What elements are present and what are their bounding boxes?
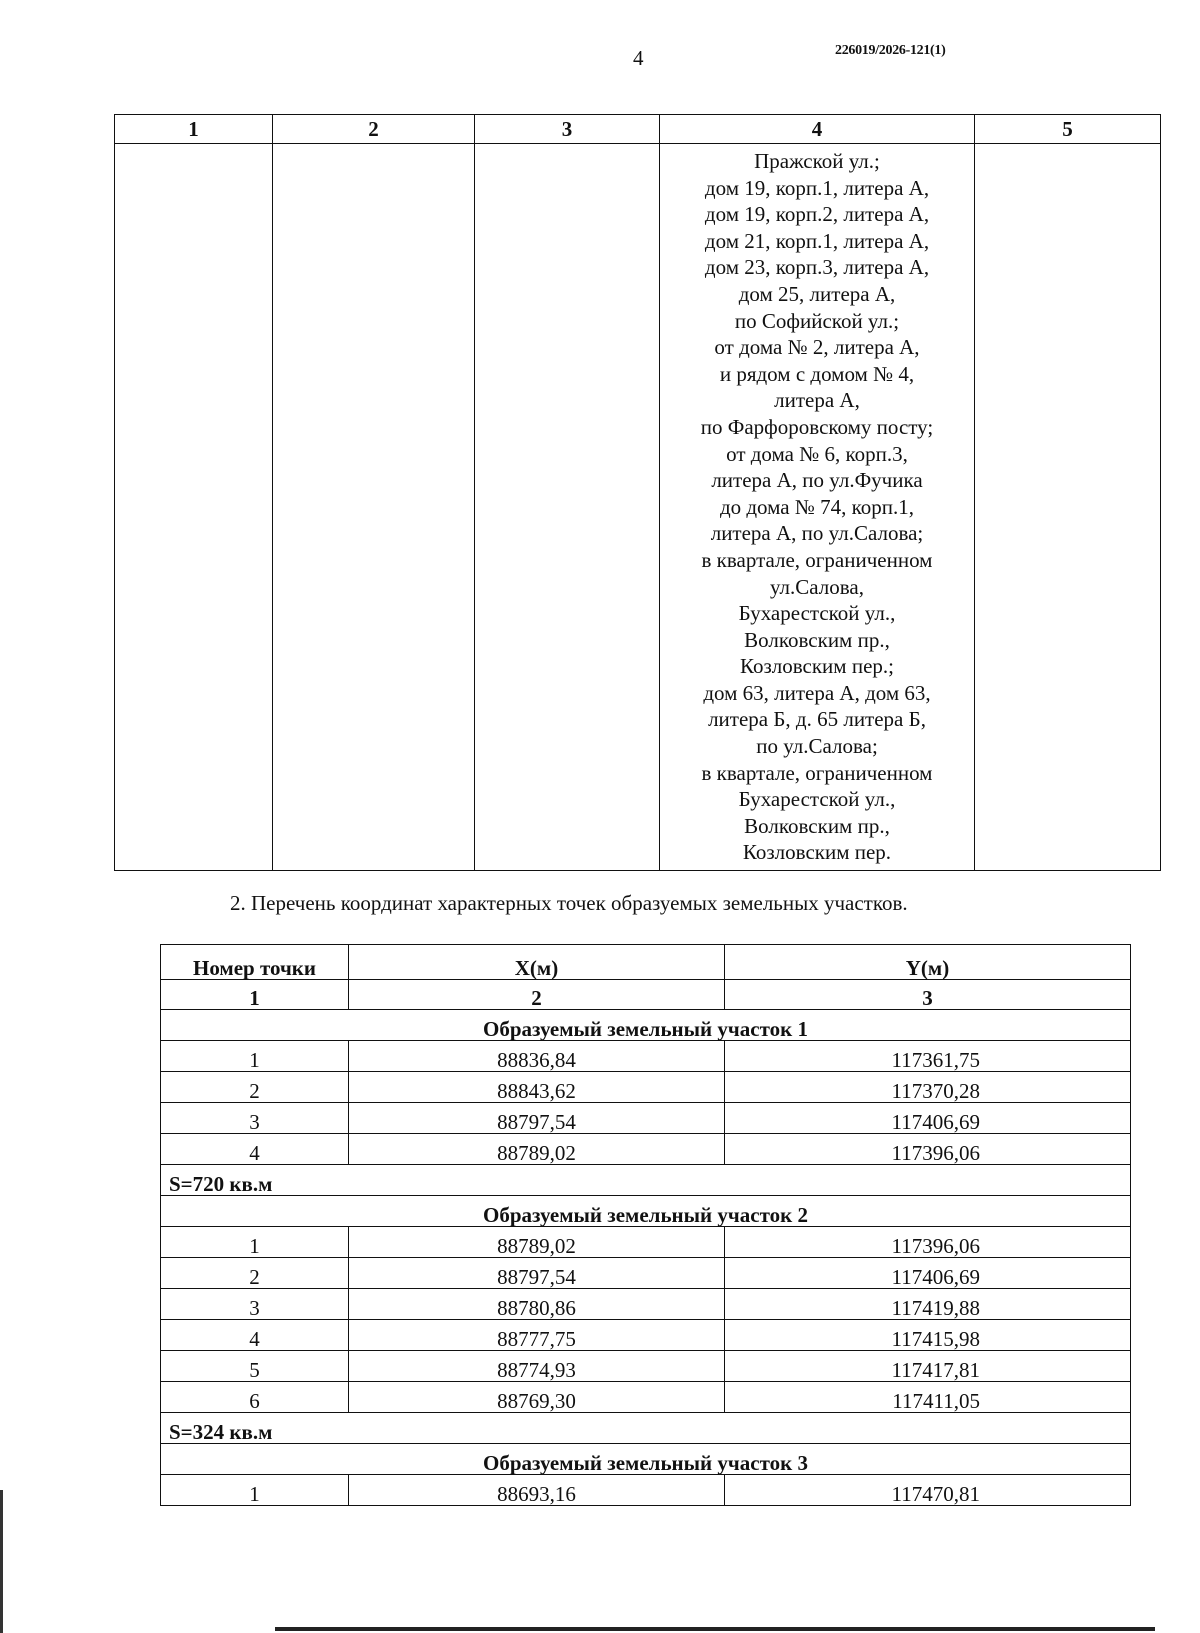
x-coordinate-cell: 88797,54 <box>349 1103 725 1134</box>
x-coordinate-cell: 88789,02 <box>349 1134 725 1165</box>
table-row <box>161 1041 1131 1072</box>
table-row <box>161 1103 1131 1134</box>
address-line: Пражской ул.; <box>754 149 880 173</box>
address-line: Бухарестской ул., <box>738 787 896 812</box>
x-coordinate-cell: 88777,75 <box>349 1320 725 1351</box>
point-number-cell: 1 <box>161 1475 349 1506</box>
area-row <box>161 1165 1131 1196</box>
plot-title-row <box>161 1444 1131 1475</box>
address-line: в квартале, ограниченном <box>701 760 933 785</box>
address-line: ул.Салова, <box>769 574 864 599</box>
x-coordinate-cell: 88843,62 <box>349 1072 725 1103</box>
x-coordinate-cell: 88769,30 <box>349 1382 725 1413</box>
header-point-number: Номер точки <box>161 945 349 980</box>
address-line: литера А, <box>774 388 860 413</box>
x-coordinate-cell: 88789,02 <box>349 1227 725 1258</box>
column-number-3: 3 <box>475 115 660 144</box>
x-coordinate-cell: 88693,16 <box>349 1475 725 1506</box>
address-line: в квартале, ограниченном <box>701 547 933 572</box>
address-line: дом 19, корп.1, литера А, <box>704 175 930 200</box>
address-line: по Фарфоровскому посту; <box>700 414 934 439</box>
point-number-cell: 4 <box>161 1320 349 1351</box>
point-number-cell: 2 <box>161 1258 349 1289</box>
empty-cell-col-1 <box>115 144 273 871</box>
y-coordinate-cell: 117396,06 <box>725 1134 1131 1165</box>
point-number-cell: 3 <box>161 1103 349 1134</box>
section-title: 2. Перечень координат характерных точек образуемых земельных участков. <box>230 891 908 915</box>
point-number-cell: 1 <box>161 1041 349 1072</box>
header-x: X(м) <box>349 945 725 980</box>
point-number-cell: 1 <box>161 1227 349 1258</box>
address-table-header-row <box>115 115 1161 144</box>
y-coordinate-cell: 117370,28 <box>725 1072 1131 1103</box>
plot-title: Образуемый земельный участок 1 <box>161 1010 1131 1041</box>
y-coordinate-cell: 117419,88 <box>725 1289 1131 1320</box>
table-row <box>161 1134 1131 1165</box>
address-line: дом 63, литера А, дом 63, <box>703 680 931 705</box>
empty-cell-col-5 <box>975 144 1161 871</box>
plot-title-row <box>161 1196 1131 1227</box>
point-number-cell: 4 <box>161 1134 349 1165</box>
column-number-3: 3 <box>725 980 1131 1010</box>
coordinates-header-row <box>161 945 1131 980</box>
empty-cell-col-3 <box>475 144 660 871</box>
x-coordinate-cell: 88797,54 <box>349 1258 725 1289</box>
address-line: Козловским пер. <box>742 840 892 865</box>
address-table <box>114 114 1161 871</box>
table-row <box>161 1072 1131 1103</box>
y-coordinate-cell: 117417,81 <box>725 1351 1131 1382</box>
table-row <box>161 1227 1131 1258</box>
coordinates-table <box>160 944 1131 1506</box>
address-line: дом 19, корп.2, литера А, <box>704 202 930 227</box>
column-number-2: 2 <box>349 980 725 1010</box>
address-line: от дома № 2, литера А, <box>714 335 920 360</box>
table-row <box>161 1351 1131 1382</box>
column-number-1: 1 <box>115 115 273 144</box>
page-number: 4 <box>633 46 644 70</box>
address-table-row <box>115 144 1161 871</box>
address-line: дом 23, корп.3, литера А, <box>704 255 930 280</box>
point-number-cell: 2 <box>161 1072 349 1103</box>
table-row <box>161 1289 1131 1320</box>
empty-cell-col-2 <box>273 144 475 871</box>
x-coordinate-cell: 88780,86 <box>349 1289 725 1320</box>
plot-title: Образуемый земельный участок 3 <box>161 1444 1131 1475</box>
column-number-5: 5 <box>975 115 1161 144</box>
y-coordinate-cell: 117406,69 <box>725 1258 1131 1289</box>
area-row <box>161 1413 1131 1444</box>
address-line: Козловским пер.; <box>740 654 894 679</box>
document-id: 226019/2026-121(1) <box>835 43 946 58</box>
plot-title-row <box>161 1010 1131 1041</box>
point-number-cell: 6 <box>161 1382 349 1413</box>
address-line: и рядом с домом № 4, <box>719 361 915 386</box>
scan-edge-mark <box>0 1490 3 1633</box>
table-row <box>161 1258 1131 1289</box>
address-line: литера А, по ул.Фучика <box>711 468 923 493</box>
plot-area: S=324 кв.м <box>161 1413 1131 1444</box>
plot-title: Образуемый земельный участок 2 <box>161 1196 1131 1227</box>
address-line: литера А, по ул.Салова; <box>710 521 924 546</box>
bottom-rule <box>275 1627 1155 1631</box>
point-number-cell: 5 <box>161 1351 349 1382</box>
point-number-cell: 3 <box>161 1289 349 1320</box>
y-coordinate-cell: 117415,98 <box>725 1320 1131 1351</box>
address-line: Волковским пр., <box>744 813 890 838</box>
x-coordinate-cell: 88836,84 <box>349 1041 725 1072</box>
address-line: дом 21, корп.1, литера А, <box>704 228 930 253</box>
address-line: дом 25, литера А, <box>738 281 896 306</box>
column-number-1: 1 <box>161 980 349 1010</box>
column-numbers-row <box>161 980 1131 1010</box>
address-line: по ул.Салова; <box>756 734 878 759</box>
plot-area: S=720 кв.м <box>161 1165 1131 1196</box>
table-row <box>161 1320 1131 1351</box>
address-line: по Софийской ул.; <box>734 308 900 333</box>
y-coordinate-cell: 117406,69 <box>725 1103 1131 1134</box>
column-number-2: 2 <box>273 115 475 144</box>
table-row <box>161 1382 1131 1413</box>
table-row <box>161 1475 1131 1506</box>
address-line: Волковским пр., <box>744 627 890 652</box>
address-line: литера Б, д. 65 литера Б, <box>708 707 926 732</box>
column-number-4: 4 <box>660 115 975 144</box>
address-line: до дома № 74, корп.1, <box>719 494 915 519</box>
y-coordinate-cell: 117396,06 <box>725 1227 1131 1258</box>
x-coordinate-cell: 88774,93 <box>349 1351 725 1382</box>
header-y: Y(м) <box>725 945 1131 980</box>
address-description-cell <box>660 144 975 871</box>
y-coordinate-cell: 117361,75 <box>725 1041 1131 1072</box>
address-line: от дома № 6, корп.3, <box>726 441 908 466</box>
y-coordinate-cell: 117470,81 <box>725 1475 1131 1506</box>
address-line: Бухарестской ул., <box>738 601 896 626</box>
y-coordinate-cell: 117411,05 <box>725 1382 1131 1413</box>
